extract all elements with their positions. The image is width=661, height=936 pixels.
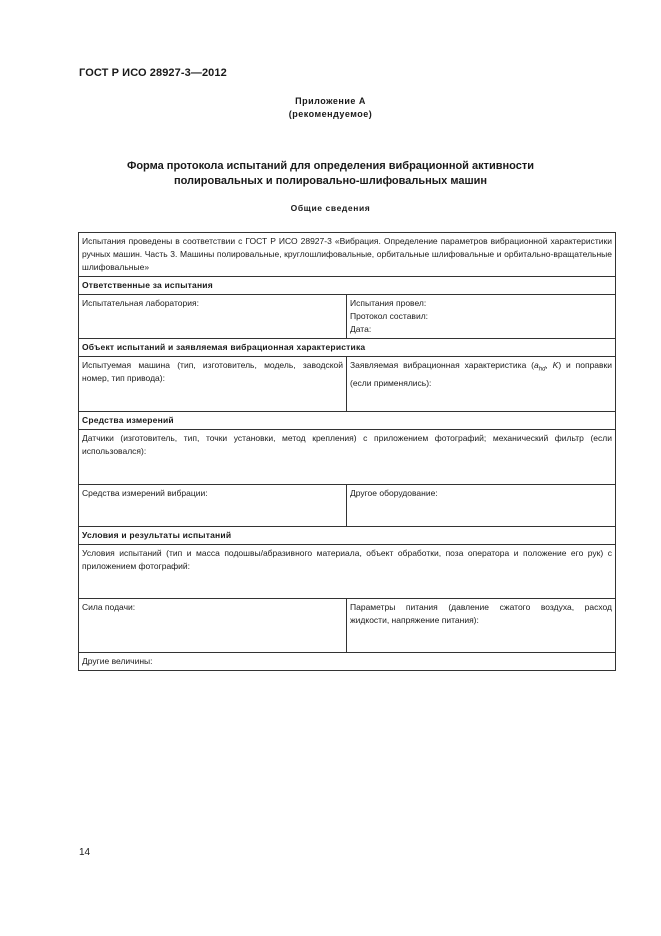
form-title-line-2: полировальных и полировально-шлифовальных машин: [173, 175, 488, 187]
other-equipment-field[interactable]: Другое оборудование:: [347, 485, 616, 527]
section-heading-conditions: Условия и результаты испытаний: [79, 527, 616, 545]
lab-field[interactable]: Испытательная лаборатория:: [79, 295, 347, 339]
document-code: ГОСТ Р ИСО 28927-3—2012: [79, 67, 227, 79]
page-number: 14: [79, 847, 91, 858]
declared-k: K: [552, 360, 559, 370]
annex-heading: [0, 95, 661, 121]
annex-label: Приложение А: [295, 96, 366, 106]
annex-status: (рекомендуемое): [288, 109, 373, 119]
tested-by-field: Испытания провел:: [350, 298, 427, 308]
section-heading-responsible: Ответственные за испытания: [79, 277, 616, 295]
form-row-conditions: [79, 545, 616, 599]
declared-var: a: [534, 360, 539, 370]
form-row-responsible-heading: [79, 277, 616, 295]
form-title-line-1: Форма протокола испытаний для определения вибрационной активности: [126, 160, 535, 172]
declared-value-text-end: ) и поправки (если применялись):: [350, 360, 612, 388]
test-report-form: [78, 232, 616, 671]
form-row-object: [79, 357, 616, 412]
responsible-fields[interactable]: [347, 295, 616, 339]
report-by-field: Протокол составил:: [350, 311, 429, 321]
form-row-feed-power: [79, 599, 616, 653]
sensors-field[interactable]: Датчики (изготовитель, тип, точки установки, метод крепления) с приложением фотографий; механический фильтр (если использовался):: [79, 430, 616, 485]
declared-value-text-start: Заявляемая вибрационная характеристика (: [350, 360, 534, 370]
section-heading-object: Объект испытаний и заявляемая вибрационная характеристика: [79, 339, 616, 357]
form-row-sensors: [79, 430, 616, 485]
date-field: Дата:: [350, 324, 372, 334]
form-title: [0, 159, 661, 189]
form-row-intro: [79, 233, 616, 277]
vibration-meters-field[interactable]: Средства измерений вибрации:: [79, 485, 347, 527]
declared-var-subscript: hd: [538, 366, 546, 373]
conditions-field[interactable]: Условия испытаний (тип и масса подошвы/абразивного материала, объект обработки, поза оператора и положение его рук) с приложением фотографий:: [79, 545, 616, 599]
power-params-field[interactable]: Параметры питания (давление сжатого воздуха, расход жидкости, напряжение питания):: [347, 599, 616, 653]
form-row-object-heading: [79, 339, 616, 357]
form-row-other-values: [79, 653, 616, 671]
other-values-field[interactable]: Другие величины:: [79, 653, 616, 671]
feed-force-field[interactable]: Сила подачи:: [79, 599, 347, 653]
section-heading-instruments: Средства измерений: [79, 412, 616, 430]
machine-field[interactable]: Испытуемая машина (тип, изготовитель, модель, заводской номер, тип привода):: [79, 357, 347, 412]
intro-cell: Испытания проведены в соответствии с ГОСТ Р ИСО 28927-3 «Вибрация. Определение параметров вибрационной характеристики ручных машин. Часть 3. Машины полировальные, круглошлифовальные, орбитальные шлифовальные и орбитально-вращательные шлифовальные»: [79, 233, 616, 277]
form-row-instruments-heading: [79, 412, 616, 430]
section-subtitle: Общие сведения: [290, 203, 371, 213]
form-row-conditions-heading: [79, 527, 616, 545]
form-row-equipment: [79, 485, 616, 527]
form-row-responsible: [79, 295, 616, 339]
declared-value-field[interactable]: Заявляемая вибрационная характеристика ($a_{hd}$, K) и поправки (если применялись):: [347, 357, 616, 412]
